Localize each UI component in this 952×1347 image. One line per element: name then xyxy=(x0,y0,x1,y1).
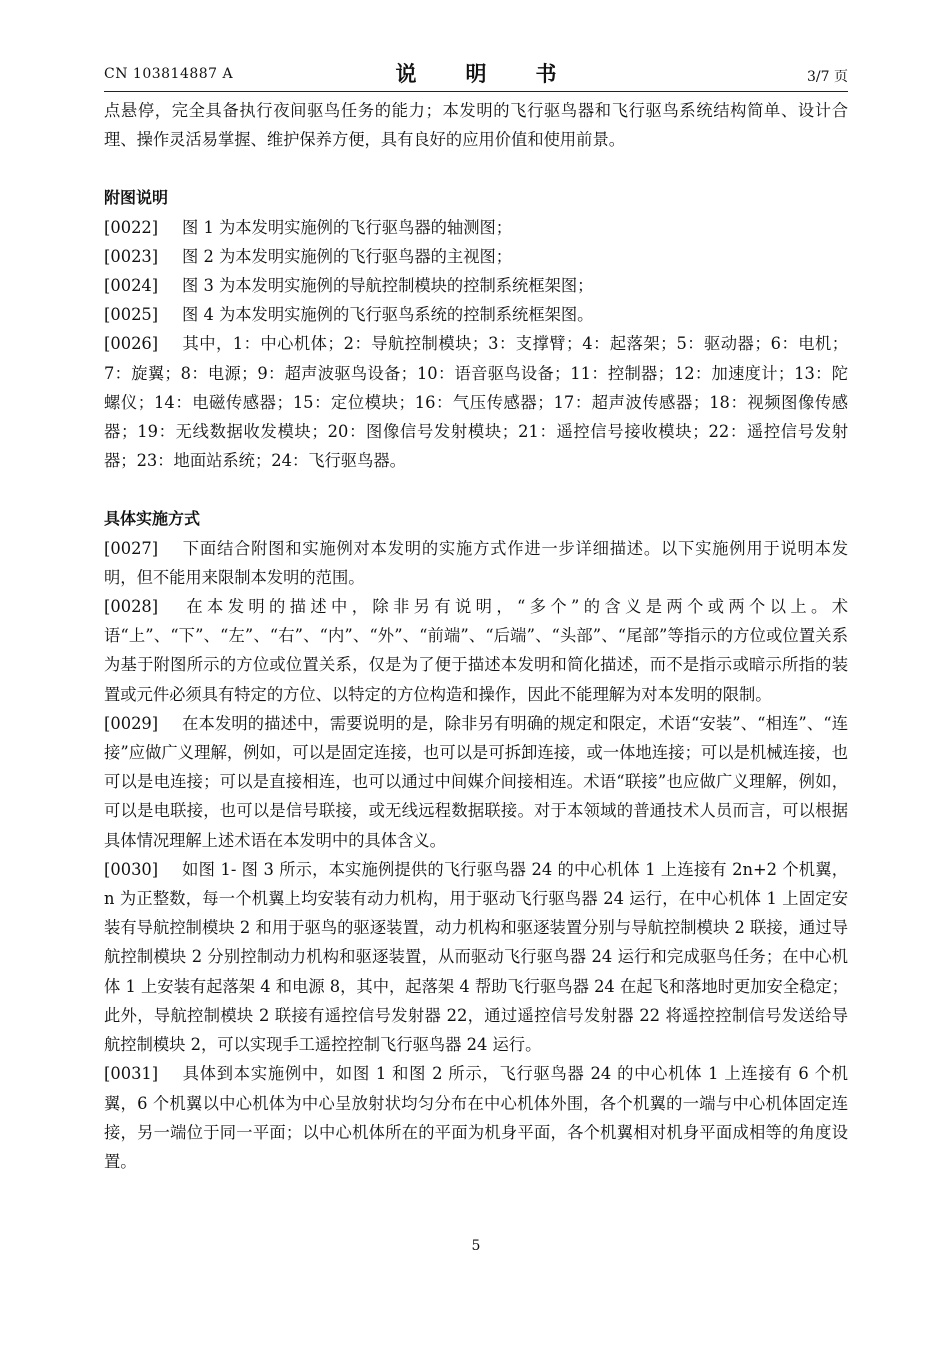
paragraph-number: [0022] xyxy=(104,217,159,237)
intro-continuation: 点悬停，完全具备执行夜间驱鸟任务的能力；本发明的飞行驱鸟器和飞行驱鸟系统结构简单、设计合理、操作灵活易掌握、维护保养方便，具有良好的应用价值和使用前景。 xyxy=(104,101,848,150)
header-divider xyxy=(104,91,848,92)
paragraph-number: [0030] xyxy=(104,859,159,879)
paragraph-text: 下面结合附图和实施例对本发明的实施方式作进一步详细描述。以下实施例用于说明本发明，但不能用来限制本发明的范围。 xyxy=(104,538,848,587)
page-header xyxy=(104,58,848,88)
paragraph-0024 xyxy=(104,271,848,300)
paragraph-0025 xyxy=(104,300,848,329)
figures-heading: 附图说明 xyxy=(104,188,169,208)
document-body xyxy=(104,96,848,1176)
paragraph-0026 xyxy=(104,329,848,475)
page-count: 3/7 页 xyxy=(807,69,848,85)
paragraph-0031 xyxy=(104,1059,848,1176)
document-number: CN 103814887 A xyxy=(104,66,234,82)
paragraph-0023 xyxy=(104,242,848,271)
paragraph-0027 xyxy=(104,534,848,592)
page-number: 5 xyxy=(471,1238,481,1254)
page-footer xyxy=(0,1238,952,1254)
paragraph-number: [0028] xyxy=(104,597,159,617)
embodiment-heading: 具体实施方式 xyxy=(104,509,201,529)
paragraph-text: 具体到本实施例中，如图 1 和图 2 所示，飞行驱鸟器 24 的中心机体 1 上连接有 6 个机翼，6 个机翼以中心机体为中心呈放射状均匀分布在中心机体外围，各个机翼的一端与中心机体固定连接，另一端位于同一平面；以中心机体所在的平面为机身平面，各个机翼相对机身平面成相等的角度设置。 xyxy=(104,1064,848,1171)
document-title: 说 明 书 xyxy=(395,61,571,86)
paragraph-text: 在本发明的描述中，除非另有说明，“多个”的含义是两个或两个以上。术语“上”、“下”、“左”、“右”、“内”、“外”、“前端”、“后端”、“头部”、“尾部”等指示的方位或位置关系为基于附图所示的方位或位置关系，仅是为了便于描述本发明和简化描述，而不是指示或暗示所指的装置或元件必须具有特定的方位、以特定的方位构造和操作，因此不能理解为对本发明的限制。 xyxy=(104,597,848,704)
paragraph-number: [0025] xyxy=(104,305,159,325)
paragraph-number: [0029] xyxy=(104,713,159,733)
paragraph-text: 如图 1- 图 3 所示，本实施例提供的飞行驱鸟器 24 的中心机体 1 上连接有 2n+2 个机翼，n 为正整数，每一个机翼上均安装有动力机构，用于驱动飞行驱鸟器 24 运行，在中心机体 1 上固定安装有导航控制模块 2 和用于驱鸟的驱逐装置，动力机构和驱逐装置分别与导航控制模块 2 联接，通过导航控制模块 2 分别控制动力机构和驱逐装置，从而驱动飞行驱鸟器 24 运行和完成驱鸟任务；在中心机体 1 上安装有起落架 4 和电源 8，其中，起落架 4 帮助飞行驱鸟器 24 在起飞和落地时更加安全稳定；此外，导航控制模块 2 联接有遥控信号发射器 22，通过遥控信号发射器 22 将遥控控制信号发送给导航控制模块 2，可以实现手工遥控控制飞行驱鸟器 24 运行。 xyxy=(104,859,848,1055)
paragraph-number: [0026] xyxy=(104,334,159,354)
embodiment-paragraphs xyxy=(104,534,848,1176)
section-gap xyxy=(104,475,848,504)
paragraph-0022 xyxy=(104,213,848,242)
paragraph-number: [0027] xyxy=(104,538,159,558)
paragraph-text: 图 4 为本发明实施例的飞行驱鸟系统的控制系统框架图。 xyxy=(182,305,594,325)
paragraph-text: 图 2 为本发明实施例的飞行驱鸟器的主视图； xyxy=(182,246,513,266)
paragraph-text: 图 1 为本发明实施例的飞行驱鸟器的轴测图； xyxy=(182,217,513,237)
paragraph-0029 xyxy=(104,709,848,855)
paragraph-text: 图 3 为本发明实施例的导航控制模块的控制系统框架图； xyxy=(182,276,594,296)
section-gap xyxy=(104,154,848,183)
paragraph-number: [0031] xyxy=(104,1064,159,1084)
paragraph-text: 在本发明的描述中，需要说明的是，除非另有明确的规定和限定，术语“安装”、“相连”、“连接”应做广义理解，例如，可以是固定连接，也可以是可拆卸连接，或一体地连接；可以是机械连接，也可以是电连接；可以是直接相连，也可以通过中间媒介间接相连。术语“联接”也应做广义理解，例如，可以是电联接，也可以是信号联接，或无线远程数据联接。对于本领域的普通技术人员而言，可以根据具体情况理解上述术语在本发明中的具体含义。 xyxy=(104,713,848,850)
figure-paragraphs xyxy=(104,213,848,476)
paragraph-text: 其中，1：中心机体；2：导航控制模块；3：支撑臂；4：起落架；5：驱动器；6：电机；7：旋翼；8：电源；9：超声波驱鸟设备；10：语音驱鸟设备；11：控制器；12：加速度计；13：陀螺仪；14：电磁传感器；15：定位模块；16：气压传感器；17：超声波传感器；18：视频图像传感器；19：无线数据收发模块；20：图像信号发射模块；21：遥控信号接收模块；22：遥控信号发射器；23：地面站系统；24：飞行驱鸟器。 xyxy=(104,334,848,471)
paragraph-0030 xyxy=(104,855,848,1059)
paragraph-number: [0024] xyxy=(104,276,159,296)
paragraph-number: [0023] xyxy=(104,246,159,266)
paragraph-0028 xyxy=(104,592,848,709)
